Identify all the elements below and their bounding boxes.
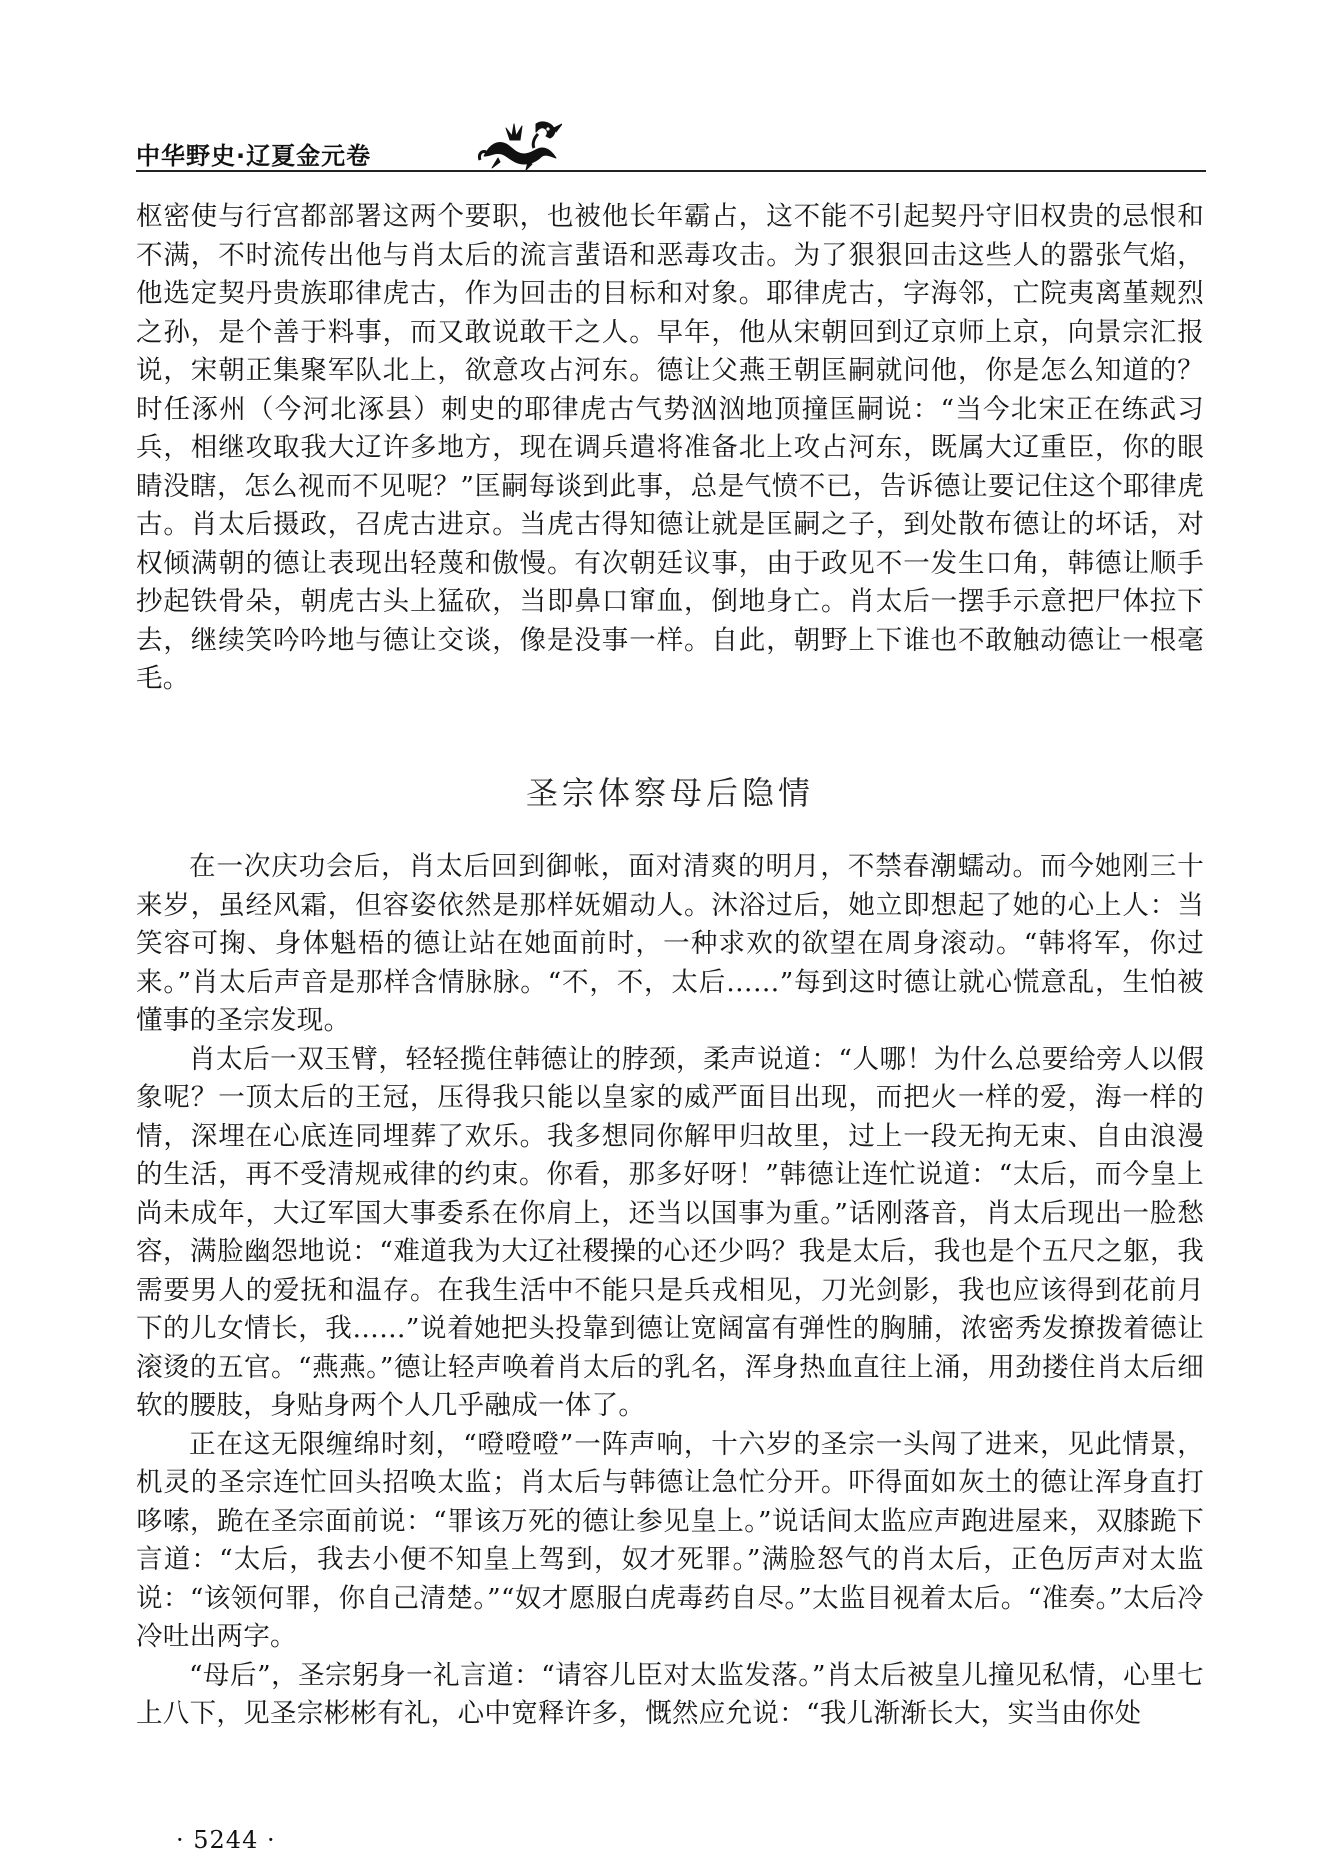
paragraph: “母后”，圣宗躬身一礼言道：“请容儿臣对太监发落。”肖太后被皇儿撞见私情，心里七上八下，见圣宗彬彬有礼，心中宽释许多，慨然应允说：“我儿渐渐长大，实当由你处 [136,1659,1204,1729]
running-title: 中华野史·辽夏金元卷 [136,142,372,170]
paragraph: 正在这无限缠绵时刻，“噔噔噔”一阵声响，十六岁的圣宗一头闯了进来，见此情景，机灵的圣宗连忙回头招唤太监；肖太后与韩德让急忙分开。吓得面如灰土的德让浑身直打哆嗦，跪在圣宗面前说：“罪该万死的德让参见皇上。”说话间太监应声跑进屋来，双膝跪下言道：“太后，我去小便不知皇上驾到，奴才死罪。”满脸怒气的肖太后，正色厉声对太监说：“该领何罪，你自己清楚。”“奴才愿服白虎毒药自尽。”太监目视着太后。“准奏。”太后冷冷吐出两字。 [136,1428,1204,1652]
paragraph: 枢密使与行宫都部署这两个要职，也被他长年霸占，这不能不引起契丹守旧权贵的忌恨和不满，不时流传出他与肖太后的流言蜚语和恶毒攻击。为了狠狠回击这些人的嚣张气焰，他选定契丹贵族耶律虎古，作为回击的目标和对象。耶律虎古，字海邻，亡院夷离堇觌烈之孙，是个善于料事，而又敢说敢干之人。早年，他从宋朝回到辽京师上京，向景宗汇报说，宋朝正集聚军队北上，欲意攻占河东。德让父燕王朝匡嗣就问他，你是怎么知道的？时任涿州（今河北涿县）刺史的耶律虎古气势汹汹地顶撞匡嗣说：“当今北宋正在练武习兵，相继攻取我大辽许多地方，现在调兵遣将准备北上攻占河东，既属大辽重臣，你的眼睛没瞎，怎么视而不见呢？”匡嗣每谈到此事，总是气愤不已，告诉德让要记住这个耶律虎古。肖太后摄政，召虎古进京。当虎古得知德让就是匡嗣之子，到处散布德让的坏话，对权倾满朝的德让表现出轻蔑和傲慢。有次朝廷议事，由于政见不一发生口角，韩德让顺手抄起铁骨朵，朝虎古头上猛砍，当即鼻口窜血，倒地身亡。肖太后一摆手示意把尸体拉下去，继续笑吟吟地与德让交谈，像是没事一样。自此，朝野上下谁也不敢触动德让一根毫毛。 [136,201,1204,694]
section-title: 圣宗体察母后隐情 [525,774,814,812]
running-header [136,108,1206,170]
header-rule [136,170,1206,172]
dragon-emblem-icon [476,114,562,170]
page-number: · 5244 · [176,1826,276,1854]
paragraph: 在一次庆功会后，肖太后回到御帐，面对清爽的明月，不禁春潮蠕动。而今她刚三十来岁，虽经风霜，但容姿依然是那样妩媚动人。沐浴过后，她立即想起了她的心上人：当笑容可掬、身体魁梧的德让站在她面前时，一种求欢的欲望在周身滚动。“韩将军，你过来。”肖太后声音是那样含情脉脉。“不，不，太后……”每到这时德让就心慌意乱，生怕被懂事的圣宗发现。 [136,851,1204,1036]
section-body [136,848,1204,1734]
continued-paragraph [136,198,1204,699]
paragraph: 肖太后一双玉臂，轻轻揽住韩德让的脖颈，柔声说道：“人哪！为什么总要给旁人以假象呢？一顶太后的王冠，压得我只能以皇家的威严面目出现，而把火一样的爱，海一样的情，深埋在心底连同埋葬了欢乐。我多想同你解甲归故里，过上一段无拘无束、自由浪漫的生活，再不受清规戒律的约束。你看，那多好呀！”韩德让连忙说道：“太后，而今皇上尚未成年，大辽军国大事委系在你肩上，还当以国事为重。”话刚落音，肖太后现出一脸愁容，满脸幽怨地说：“难道我为大辽社稷操的心还少吗？我是太后，我也是个五尺之躯，我需要男人的爱抚和温存。在我生活中不能只是兵戎相见，刀光剑影，我也应该得到花前月下的儿女情长，我……”说着她把头投靠到德让宽阔富有弹性的胸脯，浓密秀发撩拨着德让滚烫的五官。“燕燕。”德让轻声唤着肖太后的乳名，浑身热血直往上涌，用劲搂住肖太后细软的腰肢，身贴身两个人几乎融成一体了。 [136,1043,1204,1421]
